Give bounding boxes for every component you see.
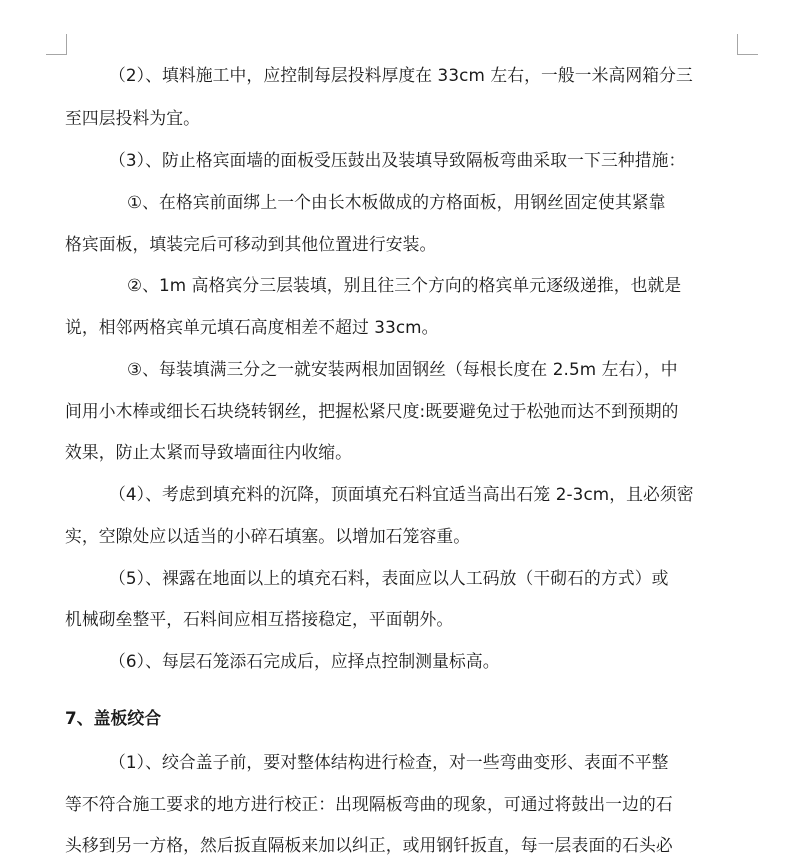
paragraph-line: 格宾面板，填装完后可移动到其他位置进行安装。 bbox=[65, 234, 437, 254]
paragraph-line: 间用小木棒或细长石块绕转钢丝，把握松紧尺度:既要避免过于松弛而达不到预期的 bbox=[65, 401, 679, 421]
paragraph-line: 等不符合施工要求的地方进行校正：出现隔板弯曲的现象，可通过将鼓出一边的石 bbox=[65, 794, 673, 814]
paragraph-line: 实，空隙处应以适当的小碎石填塞。以增加石笼容重。 bbox=[65, 526, 471, 546]
paragraph-line: 头移到另一方格，然后扳直隔板来加以纠正，或用钢钎扳直，每一层表面的石头必 bbox=[65, 835, 673, 855]
paragraph-line: （1）、绞合盖子前，要对整体结构进行检查，对一些弯曲变形、表面不平整 bbox=[109, 752, 669, 772]
paragraph-line: （5）、裸露在地面以上的填充石料，表面应以人工码放（干砌石的方式）或 bbox=[109, 568, 669, 588]
paragraph-line: （6）、每层石笼添石完成后，应择点控制测量标高。 bbox=[109, 651, 500, 671]
paragraph-line: 至四层投料为宜。 bbox=[65, 108, 201, 128]
crop-mark-top-left bbox=[46, 34, 67, 55]
paragraph-line: （2）、填料施工中，应控制每层投料厚度在 33cm 左右，一般一米高网箱分三 bbox=[109, 65, 693, 85]
section-heading: 7、盖板绞合 bbox=[65, 708, 162, 728]
paragraph-line: ②、1m 高格宾分三层装填，别且往三个方向的格宾单元逐级递推，也就是 bbox=[127, 275, 682, 295]
paragraph-line: ③、每装填满三分之一就安装两根加固钢丝（每根长度在 2.5m 左右），中 bbox=[127, 359, 678, 379]
crop-mark-top-right bbox=[737, 34, 758, 55]
paragraph-line: 效果，防止太紧而导致墙面往内收缩。 bbox=[65, 442, 352, 462]
paragraph-line: 机械砌垒整平，石料间应相互搭接稳定，平面朝外。 bbox=[65, 609, 454, 629]
paragraph-line: （3）、防止格宾面墙的面板受压鼓出及装填导致隔板弯曲采取一下三种措施： bbox=[109, 150, 686, 170]
paragraph-line: ①、在格宾前面绑上一个由长木板做成的方格面板，用钢丝固定使其紧靠 bbox=[127, 192, 666, 212]
paragraph-line: （4）、考虑到填充料的沉降，顶面填充石料宜适当高出石笼 2-3cm，且必须密 bbox=[109, 484, 694, 504]
paragraph-line: 说，相邻两格宾单元填石高度相差不超过 33cm。 bbox=[65, 317, 439, 337]
